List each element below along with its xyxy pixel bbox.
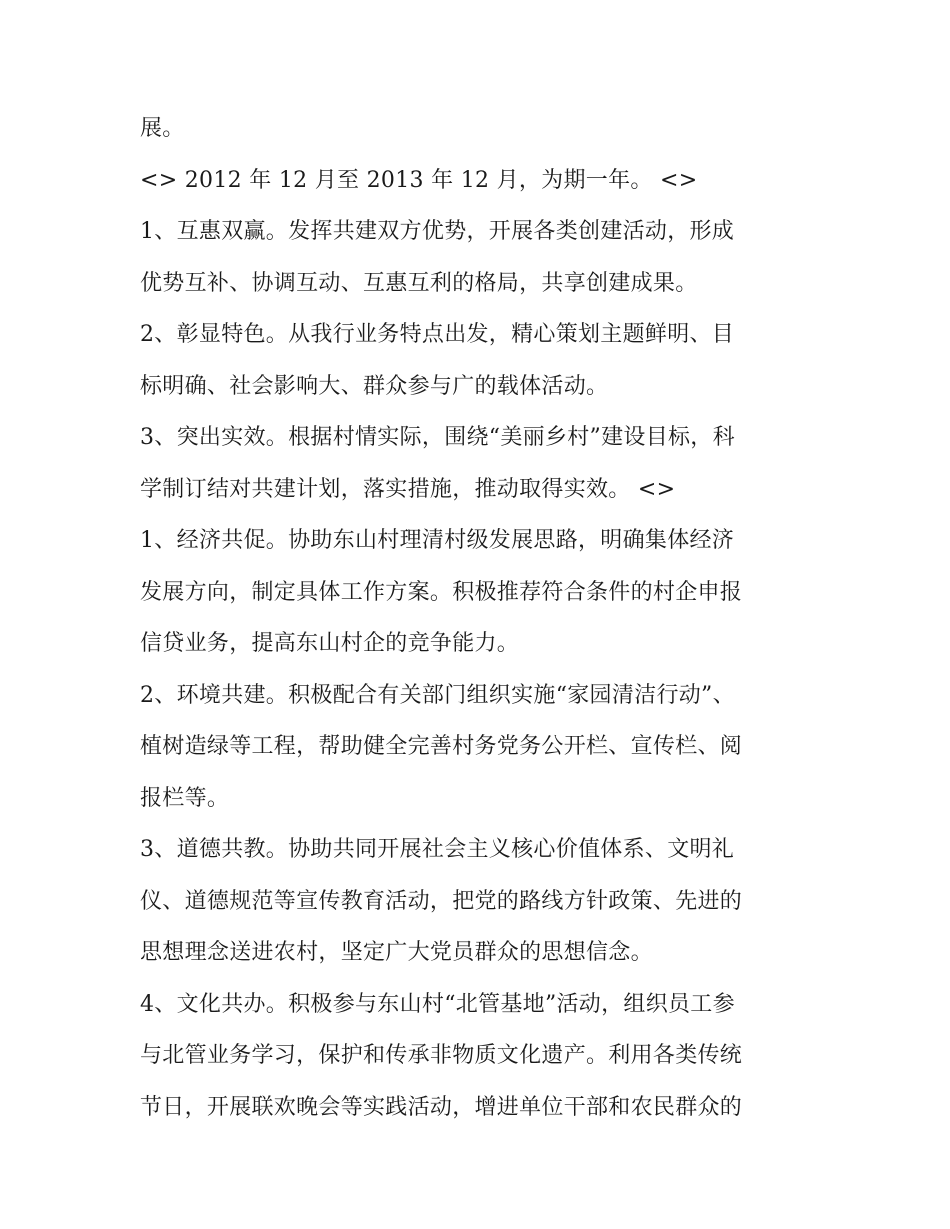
document-body [140,103,820,1133]
text-line: 学制订结对共建计划，落实措施，推动取得实效。 <> [140,476,676,502]
text-line: 3、突出实效。根据村情实际，围绕“美丽乡村”建设目标，科 [140,425,735,450]
text-line: 展。 [140,116,185,141]
text-line: 2、环境共建。积极配合有关部门组织实施“家园清洁行动”、 [140,682,735,708]
text-line: 发展方向，制定具体工作方案。积极推荐符合条件的村企申报 [140,579,743,605]
text-line: 报栏等。 [140,785,230,811]
text-line: 标明确、社会影响大、群众参与广的载体活动。 [140,373,609,399]
text-line: 1、经济共促。协助东山村理清村级发展思路，明确集体经济 [140,528,735,553]
text-line: 4、文化共办。积极参与东山村“北管基地”活动，组织员工参 [140,991,735,1017]
text-line: 2、彰显特色。从我行业务特点出发，精心策划主题鲜明、目 [140,322,735,347]
text-line: 1、互惠双赢。发挥共建双方优势，开展各类创建活动，形成 [140,219,735,244]
text-line: 仪、道德规范等宣传教育活动，把党的路线方针政策、先进的 [140,888,743,914]
text-line: <> 2012 年 12 月至 2013 年 12 月，为期一年。 <> [140,167,698,193]
text-line: 3、道德共教。协助共同开展社会主义核心价值体系、文明礼 [140,837,735,862]
text-line: 与北管业务学习，保护和传承非物质文化遗产。利用各类传统 [140,1043,743,1068]
text-line: 植树造绿等工程，帮助健全完善村务党务公开栏、宣传栏、阅 [140,734,743,759]
text-line: 思想理念送进农村，坚定广大党员群众的思想信念。 [140,940,653,965]
text-line: 节日，开展联欢晚会等实践活动，增进单位干部和农民群众的 [140,1094,743,1120]
text-line: 信贷业务，提高东山村企的竞争能力。 [140,631,520,656]
text-line: 优势互补、协调互动、互惠互利的格局，共享创建成果。 [140,270,698,296]
